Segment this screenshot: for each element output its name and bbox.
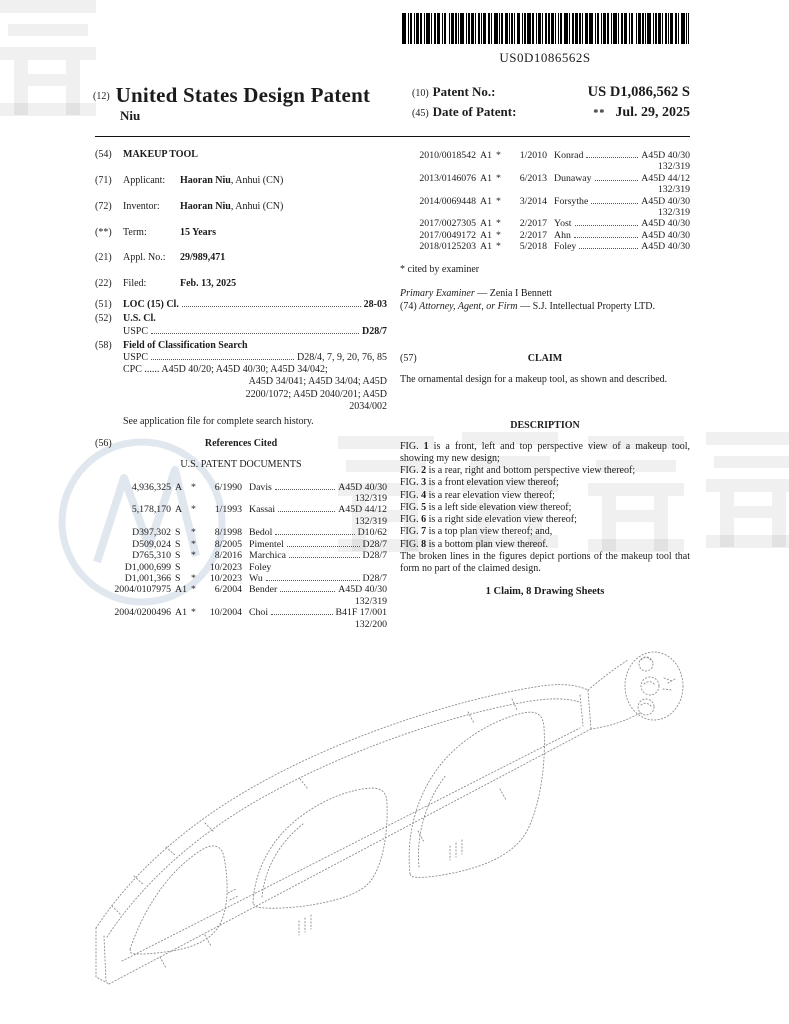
ref-class: D28/7: [362, 550, 387, 562]
claim-text: The ornamental design for a makeup tool, as shown and described.: [400, 374, 668, 386]
ref-name-class: [554, 230, 690, 241]
fig-number: 8: [421, 538, 427, 550]
references-cited-title: References Cited: [204, 438, 278, 450]
header-left: [93, 84, 370, 124]
dot-leader: [579, 248, 638, 249]
ref-name: Bender: [249, 584, 278, 596]
ref-star: *: [191, 607, 196, 619]
fig-text: is a front, left and top perspective view of a makeup tool, showing my new design;: [400, 440, 690, 465]
field-tag: (58): [95, 339, 112, 351]
ref-number: 2010/0018542: [419, 150, 476, 161]
reference-row: [400, 218, 690, 229]
ref-date: 6/2004: [214, 584, 242, 596]
barcode-icon: [401, 13, 689, 44]
ref-name: Marchica: [249, 550, 286, 562]
field-tag: (51): [95, 299, 112, 311]
ref-star: *: [496, 172, 501, 184]
broken-lines-note: The broken lines in the figures depict portions of the makeup tool that form no part of the claimed design.: [400, 550, 690, 574]
us-cl-label: U.S. Cl.: [123, 313, 156, 325]
ref-kind: A: [175, 481, 183, 493]
window-cutout-3: [409, 712, 544, 877]
attorney-value: — S.J. Intellectual Property LTD.: [520, 301, 655, 313]
ref-class-continuation: 132/200: [354, 618, 387, 630]
ref-star: *: [191, 550, 196, 562]
ref-number: 2004/0200496: [114, 607, 171, 619]
fig-text: is a left side elevation view thereof;: [426, 501, 572, 513]
uspc-label: USPC: [123, 325, 149, 337]
ref-star: *: [191, 527, 196, 539]
dot-leader: [586, 157, 638, 158]
field-tag: (52): [95, 313, 112, 325]
ref-name-class: [554, 218, 690, 229]
window-3-inner-arc: [418, 775, 446, 867]
cpc-continuation-line: 2200/1072; A45D 2040/201; A45D: [245, 388, 387, 400]
field-tag: (21): [95, 252, 112, 264]
patent-no-tag: (10): [412, 88, 429, 99]
dot-leader: [278, 511, 335, 512]
ref-date: 1/1993: [214, 504, 242, 516]
date-stars: **: [593, 108, 606, 119]
ref-date: 8/2005: [214, 538, 242, 550]
ref-number: D1,000,699: [124, 561, 171, 573]
appl-no-value: 29/989,471: [180, 252, 226, 264]
ref-kind: A1: [480, 195, 492, 207]
references-table-left: [95, 482, 387, 630]
ref-name: Davis: [249, 481, 272, 493]
dot-leader: [575, 225, 639, 226]
patent-no-label: Patent No.:: [432, 84, 496, 99]
ref-class-continuation: 132/319: [354, 515, 387, 527]
ref-name-class: [249, 482, 387, 493]
ref-name: Foley: [554, 241, 577, 253]
dot-leader: [591, 203, 638, 204]
ref-number: 2018/0125203: [419, 241, 476, 253]
field-uspc-label: USPC: [123, 352, 149, 364]
ref-class: B41F 17/001: [335, 607, 387, 619]
inner-bottom-wall: [122, 728, 580, 961]
ref-name: Wu: [249, 572, 263, 584]
us-cl-entry: [95, 313, 387, 325]
ref-class: A45D 40/30: [641, 150, 690, 161]
fig-text: is a right side elevation view thereof;: [426, 514, 577, 526]
fig-text: is a rear elevation view thereof;: [426, 489, 555, 501]
ref-name: Forsythe: [554, 195, 589, 207]
head-detail-circle-3: [638, 699, 654, 715]
left-column: [95, 149, 387, 630]
dot-leader: [182, 306, 361, 307]
dot-leader: [574, 237, 638, 238]
head-detail-marks: [663, 678, 675, 690]
term-entry: [95, 227, 387, 239]
ref-name: Yost: [554, 218, 572, 230]
ref-class: A45D 40/30: [641, 229, 690, 241]
ref-star: *: [191, 538, 196, 550]
ref-date: 10/2023: [209, 572, 242, 584]
patent-no-value: US D1,086,562 S: [587, 84, 690, 100]
attorney-tag: (74): [400, 301, 417, 313]
right-end-inner: [580, 695, 583, 726]
right-column: [400, 150, 690, 598]
field-label: Term:: [123, 226, 147, 238]
figure-description-line: [400, 502, 690, 514]
ref-class-continuation: 132/319: [354, 595, 387, 607]
dot-leader: [151, 333, 359, 334]
appl-no-entry: [95, 252, 387, 264]
ref-kind: A1: [480, 229, 492, 241]
loc-entry: [95, 299, 387, 311]
neck-bottom-edge: [591, 713, 640, 729]
ref-date: 8/1998: [214, 527, 242, 539]
header-right: [412, 84, 690, 124]
applicant-rest: , Anhui (CN): [230, 175, 284, 187]
search-note: [95, 416, 387, 428]
figure-description-line: [400, 526, 690, 538]
figure-description-line: [400, 514, 690, 526]
ref-name-class: [554, 173, 690, 184]
uspc-line: [95, 326, 387, 338]
ref-number: 5,178,170: [131, 504, 171, 516]
fig-text: is a rear, right and bottom perspective view thereof;: [426, 465, 636, 477]
fig-number: 2: [421, 465, 427, 477]
ref-star: *: [191, 572, 196, 584]
reference-row: [95, 573, 387, 584]
ref-star: *: [191, 481, 196, 493]
ref-class-continuation: 132/319: [354, 493, 387, 505]
inner-top-wall: [107, 699, 579, 937]
ref-name-class: [554, 241, 690, 252]
applicant-entry: [95, 175, 387, 187]
reference-row: [95, 482, 387, 493]
references-cited-heading: [95, 438, 387, 450]
ref-date: 2/2017: [519, 229, 547, 241]
cpc-continuation: [123, 376, 387, 413]
ref-name-class: [249, 504, 387, 515]
ref-date: 3/2014: [519, 195, 547, 207]
ref-number: D765,310: [132, 550, 171, 562]
date-tag: (45): [412, 108, 429, 119]
field-tag-empty: [95, 352, 123, 364]
dot-leader: [287, 546, 360, 547]
fig-prefix: FIG.: [400, 538, 422, 550]
ref-date: 10/2004: [209, 607, 242, 619]
dot-leader: [266, 580, 360, 581]
fig-number: 1: [423, 440, 429, 452]
ref-name-class: [249, 539, 387, 550]
fig-prefix: FIG.: [400, 489, 422, 501]
fig-number: 3: [421, 477, 427, 489]
ref-class: A45D 40/30: [338, 584, 387, 596]
examiner-value: — Zenia I Bennett: [477, 287, 552, 299]
ref-name: Pimentel: [249, 538, 284, 550]
ref-star: *: [496, 150, 501, 161]
reference-row: [95, 504, 387, 515]
neck-top-edge: [588, 660, 628, 690]
patent-number-row: [412, 84, 690, 101]
ref-name-class: [554, 196, 690, 207]
loc-label: LOC (15) Cl.: [123, 299, 179, 311]
ref-name-class: [554, 150, 690, 161]
ref-star: *: [191, 504, 196, 516]
ref-number: 2014/0069448: [419, 195, 476, 207]
field-tag: (71): [95, 175, 112, 187]
window-cutout-1: [130, 846, 227, 954]
field-tag: (**): [95, 226, 112, 238]
bottom-wall-ticks: [160, 789, 506, 968]
ref-kind: A1: [480, 150, 492, 161]
fig-text: is a top plan view thereof; and,: [426, 526, 553, 538]
primary-examiner-line: [400, 288, 690, 300]
ref-date: 6/2013: [519, 172, 547, 184]
dot-leader: [151, 359, 294, 360]
ref-name-class: [249, 562, 387, 573]
reference-row: [400, 241, 690, 252]
figure-description-line: [400, 441, 690, 465]
fig-prefix: FIG.: [400, 477, 422, 489]
ref-class-continuation: 132/319: [657, 207, 690, 219]
ref-number: 2017/0027305: [419, 218, 476, 230]
applicant-name: Haoran Niu: [180, 175, 231, 187]
references-table-right: [400, 150, 690, 253]
figure-description-list: [400, 441, 690, 551]
loc-value: 28-03: [363, 299, 387, 311]
field-uspc-line: [95, 352, 387, 364]
ref-name-class: [249, 584, 387, 595]
window-cutout-2: [253, 788, 387, 908]
field-tag: (57): [400, 353, 417, 365]
design-title: MAKEUP TOOL: [123, 149, 198, 160]
ref-name: Choi: [249, 607, 269, 619]
field-label: Filed:: [123, 278, 147, 290]
dot-leader: [280, 591, 335, 592]
reference-row: [95, 550, 387, 561]
figure-description-line: [400, 465, 690, 477]
ref-name: Bedol: [249, 527, 273, 539]
ref-class: A45D 44/12: [641, 172, 690, 184]
dot-leader: [289, 557, 360, 558]
ref-number: D1,001,366: [124, 572, 171, 584]
ref-kind: A: [175, 504, 183, 516]
ref-kind: A1: [480, 241, 492, 253]
ref-star: *: [496, 195, 501, 207]
reference-row: [95, 584, 387, 595]
field-tag: (72): [95, 200, 112, 212]
ref-number: 2013/0146076: [419, 172, 476, 184]
field-tag: (56): [95, 438, 112, 450]
ref-number: 2004/0107975: [114, 584, 171, 596]
field-tag-empty: [95, 364, 123, 413]
field-label: Applicant:: [123, 175, 166, 187]
ref-name-class: [249, 573, 387, 584]
shade-marks-3: [228, 889, 238, 900]
reference-row: [400, 196, 690, 207]
filed-value: Feb. 13, 2025: [180, 278, 237, 290]
attorney-line: [400, 301, 690, 313]
ref-star: *: [496, 218, 501, 230]
term-value: 15 Years: [180, 226, 217, 238]
date-label: Date of Patent:: [432, 104, 517, 119]
title-entry: [95, 149, 387, 161]
ref-date: 1/2010: [519, 150, 547, 161]
ref-name-class: [249, 607, 387, 618]
fig-number: 6: [421, 514, 427, 526]
dot-leader: [595, 180, 639, 181]
filed-entry: [95, 278, 387, 290]
ref-kind: S: [175, 550, 181, 562]
ref-date: 5/2018: [519, 241, 547, 253]
ref-name-class: [249, 527, 387, 538]
fig-prefix: FIG.: [400, 514, 422, 526]
shade-marks-1: [299, 915, 311, 935]
ref-name: Dunaway: [554, 172, 592, 184]
search-note-text: See application file for complete search history.: [123, 416, 314, 428]
ref-kind: S: [175, 561, 181, 573]
ref-number: D509,024: [132, 538, 171, 550]
reference-row: [400, 150, 690, 161]
cpc-first-line: CPC ...... A45D 40/20; A45D 40/30; A45D 34/042;: [123, 364, 328, 376]
ref-kind: A1: [480, 218, 492, 230]
fig-text: is a bottom plan view thereof.: [426, 538, 549, 550]
fig-prefix: FIG.: [400, 526, 422, 538]
ref-class: A45D 40/30: [641, 241, 690, 253]
field-tag: (54): [95, 149, 112, 160]
attorney-label: Attorney, Agent, or Firm: [419, 301, 518, 313]
inventor-entry: [95, 201, 387, 213]
claim-title: CLAIM: [527, 353, 563, 365]
right-end-cap: [588, 690, 591, 729]
description-heading: [400, 420, 690, 432]
left-end-inner: [104, 936, 106, 981]
ref-kind: S: [175, 527, 181, 539]
ref-name-class: [249, 550, 387, 561]
figure-description-line: [400, 477, 690, 489]
ref-class: A45D 44/12: [338, 504, 387, 516]
claim-heading: [400, 353, 690, 365]
ref-kind: A1: [175, 607, 187, 619]
cpc-continuation-line: 2034/002: [349, 400, 387, 412]
field-tag-empty: [95, 326, 123, 338]
fig-number: 4: [421, 489, 427, 501]
ref-class-continuation: 132/319: [657, 184, 690, 196]
document-type-title: United States Design Patent: [115, 83, 371, 107]
ref-class-continuation: 132/319: [657, 161, 690, 173]
reference-row: [95, 562, 387, 573]
barcode-label: US0D1086562S: [499, 50, 591, 65]
fig-number: 7: [421, 526, 427, 538]
fig-number: 5: [421, 501, 427, 513]
ref-name: Kassai: [249, 504, 276, 516]
cpc-block: [95, 364, 387, 413]
head-detail-circle-2: [641, 677, 659, 695]
fig-prefix: FIG.: [400, 501, 422, 513]
ref-date: 6/1990: [214, 481, 242, 493]
ref-class: A45D 40/30: [641, 195, 690, 207]
blade-bottom-edge: [109, 729, 591, 984]
ref-number: D397,302: [132, 527, 171, 539]
head-detail-circle-1: [639, 657, 653, 671]
dot-leader: [275, 489, 335, 490]
reference-row: [95, 527, 387, 538]
figure-description-line: [400, 539, 690, 551]
ref-date: 8/2016: [214, 550, 242, 562]
ref-star: *: [191, 584, 196, 596]
examiner-label: Primary Examiner: [400, 287, 475, 299]
ref-class: D28/7: [362, 572, 387, 584]
ref-star: *: [496, 229, 501, 241]
ref-class: D10/62: [357, 527, 387, 539]
reference-row: [400, 173, 690, 184]
ref-date: 10/2023: [209, 561, 242, 573]
field-label: Appl. No.:: [123, 252, 166, 264]
reference-row: [400, 230, 690, 241]
ref-class: D28/7: [362, 538, 387, 550]
ref-name: Ahn: [554, 229, 571, 241]
uspc-value: D28/7: [362, 325, 387, 337]
ref-date: 2/2017: [519, 218, 547, 230]
cpc-continuation-line: A45D 34/041; A45D 34/04; A45D: [248, 376, 387, 388]
claim-sheets-line: 1 Claim, 8 Drawing Sheets: [485, 586, 605, 598]
dot-leader: [271, 614, 332, 615]
blade-top-edge: [96, 685, 588, 928]
description-title: DESCRIPTION: [510, 419, 580, 431]
ref-kind: A1: [175, 584, 187, 596]
ref-number: 4,936,325: [131, 481, 171, 493]
cited-by-examiner-note: * cited by examiner: [400, 263, 480, 275]
inventor-name: Haoran Niu: [180, 200, 231, 212]
fig-prefix: FIG.: [400, 440, 424, 452]
ref-kind: S: [175, 538, 181, 550]
head-outline: [625, 652, 683, 720]
fig-text: is a front elevation view thereof;: [426, 477, 559, 489]
dot-leader: [275, 534, 354, 535]
ref-name: Foley: [249, 561, 272, 573]
shade-marks-2: [450, 840, 462, 860]
patent-date-row: [412, 104, 690, 121]
field-uspc-value: D28/4, 7, 9, 20, 76, 85: [297, 352, 387, 364]
ref-kind: S: [175, 572, 181, 584]
window-2-inner-arc: [262, 824, 303, 897]
field-search-entry: [95, 340, 387, 352]
barcode-block: [400, 13, 690, 66]
field-tag-empty: [95, 416, 123, 428]
inventor-surname: Niu: [120, 108, 141, 123]
inventor-rest: , Anhui (CN): [230, 200, 284, 212]
ref-number: 2017/0049172: [419, 229, 476, 241]
fig-prefix: FIG.: [400, 465, 422, 477]
patent-header: [93, 84, 690, 124]
field-label: Inventor:: [123, 200, 160, 212]
kind-code-tag: (12): [93, 91, 110, 102]
ref-class: A45D 40/30: [338, 481, 387, 493]
ref-star: *: [496, 241, 501, 253]
ref-class: A45D 40/30: [641, 218, 690, 230]
reference-row: [95, 607, 387, 618]
figure-description-line: [400, 490, 690, 502]
date-value: Jul. 29, 2025: [615, 105, 690, 120]
reference-row: [95, 539, 387, 550]
field-tag: (22): [95, 278, 112, 290]
ref-kind: A1: [480, 172, 492, 184]
ref-name: Konrad: [554, 150, 584, 161]
field-search-label: Field of Classification Search: [123, 339, 248, 351]
header-divider: [95, 136, 690, 137]
us-patent-documents-subtitle: U.S. PATENT DOCUMENTS: [180, 459, 302, 471]
